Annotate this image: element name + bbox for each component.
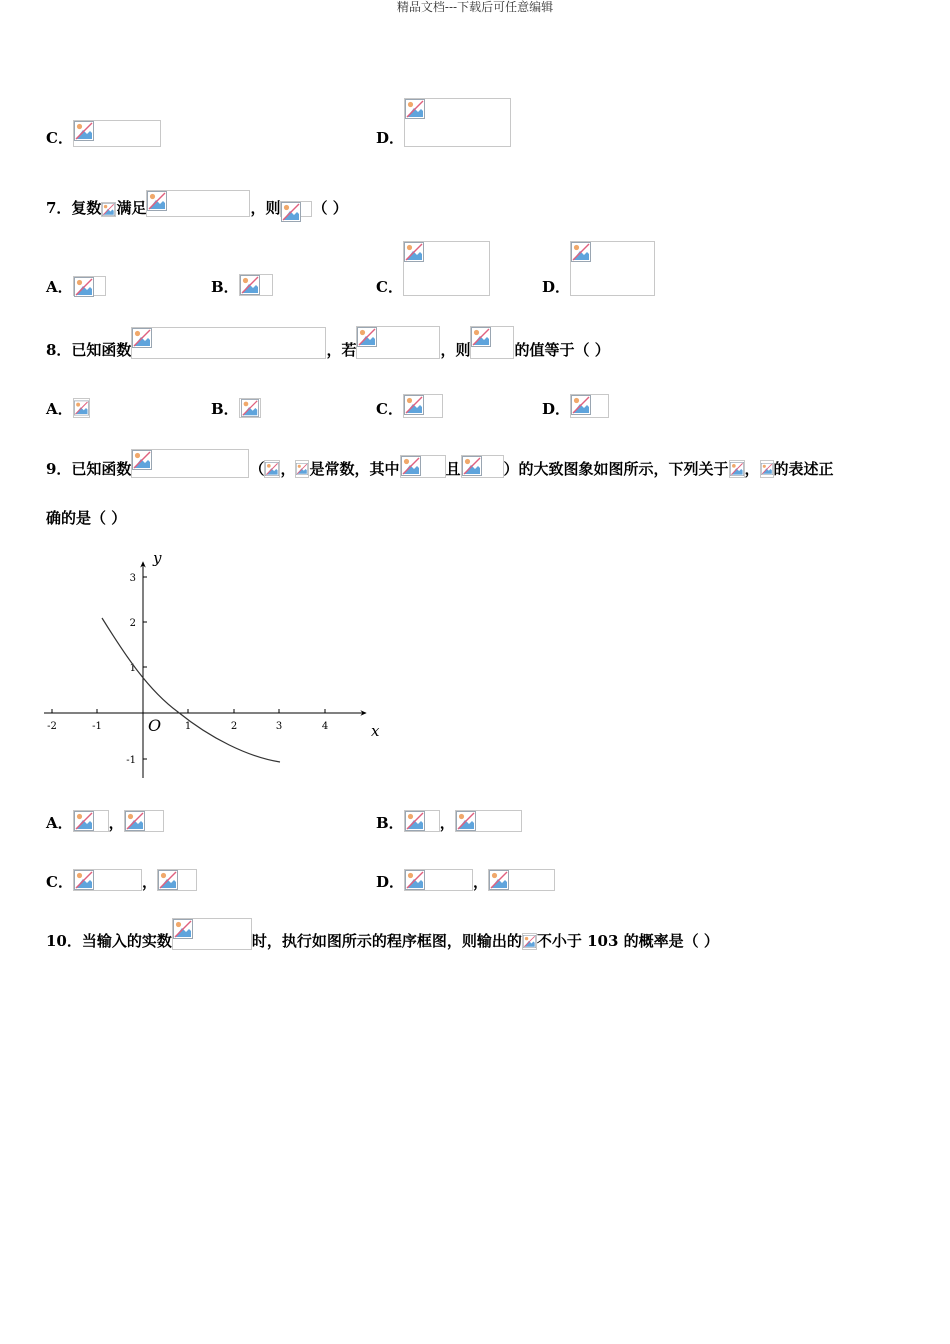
broken-image-icon: [296, 461, 308, 477]
q9-stem-start: 9．已知函数: [46, 460, 132, 478]
q7-option-d[interactable]: [542, 241, 655, 296]
broken-image-icon: [158, 870, 178, 890]
x-tick-marks: [52, 709, 325, 713]
x-tick-label: -1: [92, 721, 102, 732]
option-label: B．: [211, 400, 239, 418]
broken-image-icon: [240, 275, 260, 295]
q6-option-d[interactable]: [376, 98, 511, 147]
formula-image: [403, 394, 443, 418]
q7-satisfy: 满足: [116, 199, 147, 217]
y-tick-marks: [143, 577, 147, 759]
broken-image-icon: [405, 99, 425, 119]
formula-image: [404, 810, 440, 832]
q8-option-a[interactable]: [46, 398, 90, 418]
q8-then: ，则: [440, 341, 471, 359]
q9-comma: ，: [280, 460, 296, 478]
broken-image-icon: [523, 934, 536, 949]
formula-image: [73, 398, 90, 418]
broken-image-icon: [147, 191, 167, 211]
q10-middle: 时，执行如图所示的程序框图，则输出的: [251, 932, 522, 950]
x-tick-label: 4: [321, 721, 329, 732]
q8-option-c[interactable]: [376, 394, 443, 418]
option-separator: ，: [141, 873, 157, 891]
x-axis-label: x: [371, 722, 380, 740]
formula-image: [73, 276, 106, 296]
formula-image: [239, 398, 261, 418]
q9-option-a[interactable]: [46, 810, 164, 832]
x-tick-label: 1: [184, 721, 192, 732]
formula-image-b: [295, 460, 309, 478]
formula-image-target: [280, 201, 312, 217]
broken-image-icon: [102, 203, 115, 216]
q7-stem-start: 7．复数: [46, 199, 102, 217]
y-tick-label: 1: [129, 663, 136, 674]
broken-image-icon: [125, 811, 145, 831]
formula-image-function: [131, 327, 326, 359]
y-tick-label: 3: [129, 573, 136, 584]
q7-option-a[interactable]: [46, 276, 106, 296]
formula-image: [73, 120, 161, 147]
y-tick-label: 2: [129, 618, 136, 629]
option-label: A．: [46, 814, 73, 832]
broken-image-icon: [456, 811, 476, 831]
option-label: C．: [376, 278, 403, 296]
q9-stem-text: [46, 449, 834, 478]
broken-image-icon: [401, 456, 421, 476]
formula-image: [403, 241, 490, 296]
broken-image-icon: [132, 450, 152, 470]
broken-image-icon: [471, 327, 491, 347]
formula-image-z: [101, 202, 116, 217]
x-tick-label: 2: [230, 721, 238, 732]
formula-image: [404, 869, 473, 891]
formula-image-a: [264, 460, 280, 478]
q7-stem-text: [46, 190, 348, 217]
option-separator: ，: [439, 814, 455, 832]
option-label: A．: [46, 400, 73, 418]
formula-image-condition: [146, 190, 250, 217]
y-tick-label: -1: [126, 755, 136, 766]
q8-option-d[interactable]: [542, 394, 609, 418]
option-separator: ，: [108, 814, 124, 832]
broken-image-icon: [132, 328, 152, 348]
q9-function-graph: [38, 546, 388, 782]
function-curve: [102, 618, 283, 762]
formula-image-condition: [356, 326, 440, 359]
q8-if: ，若: [326, 341, 357, 359]
q7-answer-paren: （ ）: [312, 199, 348, 217]
broken-image-icon: [281, 202, 301, 222]
formula-image: [488, 869, 555, 891]
formula-image-condition-2: [461, 455, 504, 478]
q10-end: 不小于 103 的概率是（ ）: [536, 932, 719, 950]
q10-stem-text: [46, 918, 719, 950]
broken-image-icon: [571, 395, 591, 415]
formula-image: [455, 810, 522, 832]
q10-stem-start: 10．当输入的实数: [46, 932, 172, 950]
formula-image: [124, 810, 164, 832]
q8-stem-start: 8．已知函数: [46, 341, 132, 359]
q9-close-part: ）的大致图象如图所示，下列关于: [503, 460, 729, 478]
formula-image-condition-1: [400, 455, 446, 478]
q8-stem-text: [46, 326, 610, 359]
option-label: D．: [376, 129, 405, 147]
option-label: B．: [211, 278, 239, 296]
q9-option-d[interactable]: [376, 869, 555, 891]
formula-image: [570, 241, 655, 296]
formula-image-function: [131, 449, 249, 478]
broken-image-icon: [74, 811, 94, 831]
page-header: 精品文档---下载后可任意编辑: [396, 0, 554, 14]
x-tick-label: -2: [47, 721, 57, 732]
broken-image-icon: [74, 399, 89, 417]
q9-option-c[interactable]: [46, 869, 197, 891]
origin-label: O: [148, 716, 162, 735]
broken-image-icon: [240, 399, 260, 417]
broken-image-icon: [405, 870, 425, 890]
q9-option-b[interactable]: [376, 810, 522, 832]
broken-image-icon: [462, 456, 482, 476]
formula-image-a2: [729, 460, 745, 478]
broken-image-icon: [404, 242, 424, 262]
formula-image: [570, 394, 609, 418]
q9-stem-continued: 确的是（ ）: [46, 509, 127, 527]
q6-option-c[interactable]: [46, 120, 161, 147]
q9-and: 且: [445, 460, 461, 478]
formula-image: [404, 98, 511, 147]
formula-image: [157, 869, 197, 891]
broken-image-icon: [404, 395, 424, 415]
broken-image-icon: [74, 870, 94, 890]
q7-option-b[interactable]: [211, 274, 273, 296]
broken-image-icon: [357, 327, 377, 347]
formula-image: [73, 810, 109, 832]
x-tick-label: 3: [275, 721, 283, 732]
option-label: B．: [376, 814, 404, 832]
option-label: C．: [46, 129, 73, 147]
option-label: D．: [542, 400, 571, 418]
option-label: A．: [46, 278, 73, 296]
q7-option-c[interactable]: [376, 241, 490, 296]
q8-option-b[interactable]: [211, 398, 261, 418]
broken-image-icon: [173, 919, 193, 939]
q9-comma-2: ，: [744, 460, 760, 478]
formula-image-b2: [760, 460, 774, 478]
broken-image-icon: [571, 242, 591, 262]
formula-image-range: [172, 918, 252, 950]
formula-image-x: [522, 933, 537, 950]
q7-then: ，则: [250, 199, 281, 217]
option-separator: ，: [473, 873, 489, 891]
broken-image-icon: [74, 277, 94, 297]
option-label: C．: [376, 400, 403, 418]
formula-image: [239, 274, 273, 296]
q9-expr-tail: 的表述正: [773, 460, 834, 478]
formula-image-target: [470, 326, 514, 359]
broken-image-icon: [730, 461, 744, 477]
formula-image: [73, 869, 142, 891]
y-axis-label: y: [153, 549, 162, 567]
broken-image-icon: [761, 461, 773, 477]
q9-open-paren: （: [249, 460, 265, 478]
broken-image-icon: [405, 811, 425, 831]
broken-image-icon: [265, 461, 279, 477]
broken-image-icon: [74, 121, 94, 141]
option-label: D．: [376, 873, 405, 891]
q9-are-constants: 是常数，其中: [309, 460, 400, 478]
q8-value-of: 的值等于（ ）: [514, 341, 610, 359]
broken-image-icon: [489, 870, 509, 890]
option-label: C．: [46, 873, 73, 891]
option-label: D．: [542, 278, 571, 296]
